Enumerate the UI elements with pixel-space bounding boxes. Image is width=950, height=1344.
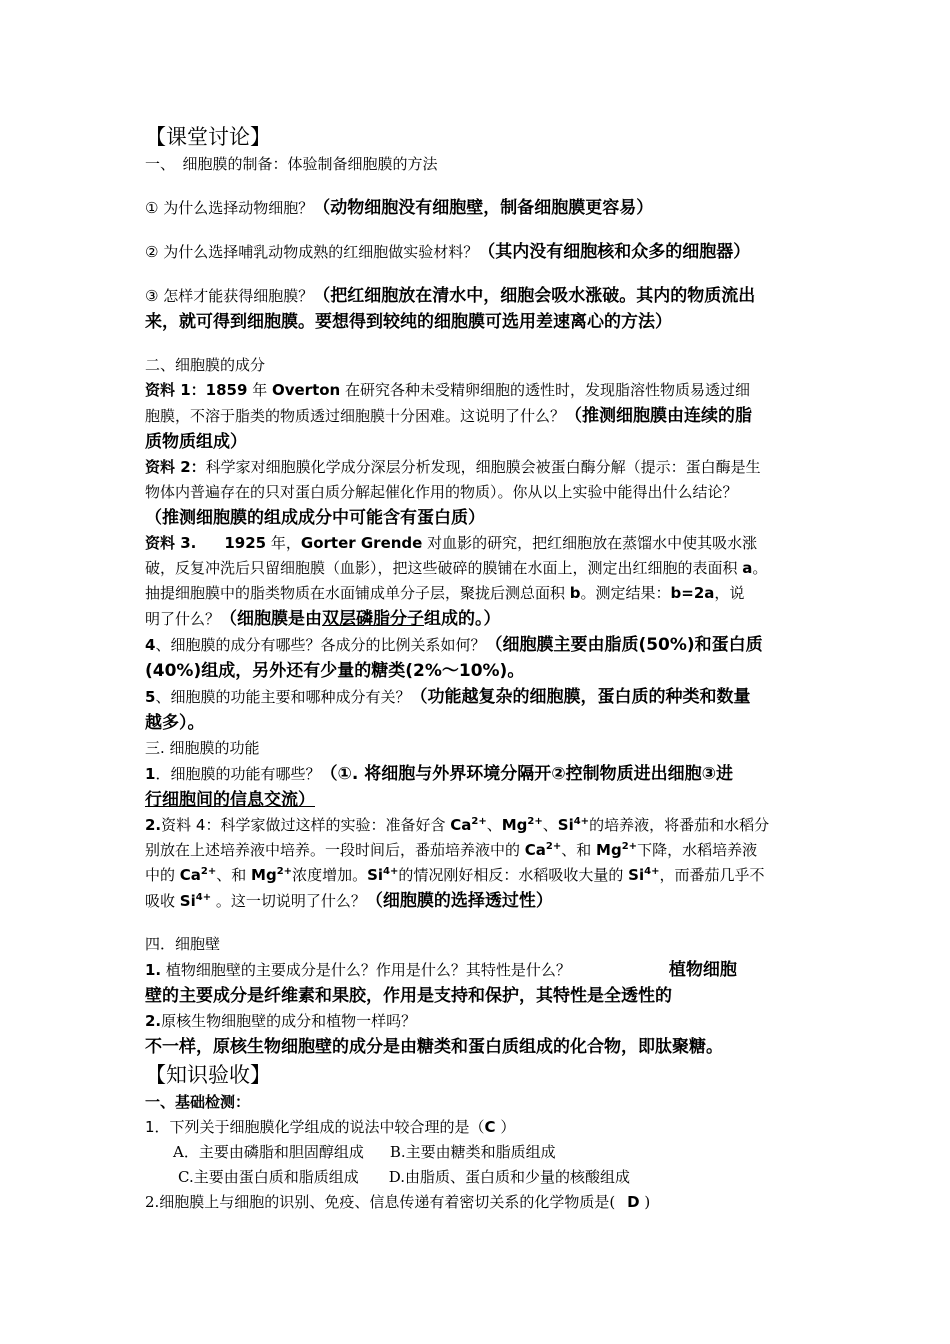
check-options-cd (145, 1165, 815, 1190)
option-b: B.主要由糖类和脂质组成 (389, 1143, 556, 1161)
section-heading-check: 【知识验收】 (145, 1063, 271, 1087)
material-3-answer: （细胞膜是由双层磷脂分子组成的。） (220, 609, 501, 629)
function-answer-2: （细胞膜的选择透过性） (365, 891, 553, 911)
material-1-answer: （推测细胞膜由连续的脂 (565, 406, 753, 426)
material-3: 资料 3. 1925 年，Gorter Grende 对血影的研究，把红细胞放在蒸馏水中使其吸水涨 (145, 534, 758, 552)
wall-answer-1: 植物细胞 (668, 960, 737, 980)
wall-answer-1-cont: 壁的主要成分是纤维素和果胶，作用是支持和保护，其特性是全透性的 (145, 986, 672, 1006)
wall-question-2: 2.原核生物细胞壁的成分和植物一样吗？ (145, 1012, 417, 1030)
question-3: ③ 怎样才能获得细胞膜？（把红细胞放在清水中，细胞会吸水涨破。其内的物质流出 (145, 286, 756, 306)
answer-3-cont: 来，就可得到细胞膜。要想得到较纯的细胞膜可选用差速离心的方法） (145, 312, 672, 332)
material-3-line3: 抽提细胞膜中的脂类物质在水面铺成单分子层，聚拢后测总面积 b。测定结果：b=2a，说 (145, 584, 745, 602)
check-answer-1: C (484, 1118, 496, 1136)
function-answer-1: （①. 将细胞与外界环境分隔开②控制物质进出细胞③进 (320, 764, 734, 784)
answer-5-cont: 越多）。 (145, 713, 205, 733)
answer-3: （把红细胞放在清水中，细胞会吸水涨破。其内的物质流出 (313, 286, 756, 306)
question-2: ② 为什么选择哺乳动物成熟的红细胞做实验材料？（其内没有细胞核和众多的细胞器） (145, 242, 751, 262)
check-answer-2: D (627, 1193, 640, 1211)
material-1-answer-cont: 质物质组成） (145, 432, 247, 452)
question-5: 5、细胞膜的功能主要和哪种成分有关？（功能越复杂的细胞膜，蛋白质的种类和数量 (145, 687, 751, 707)
check-options-ab (145, 1140, 815, 1165)
material-2: 资料 2：科学家对细胞膜化学成分深层分析发现，细胞膜会被蛋白酶分解（提示：蛋白酶是生 (145, 458, 761, 476)
answer-5: （功能越复杂的细胞膜，蛋白质的种类和数量 (410, 687, 751, 707)
answer-1: （动物细胞没有细胞壁，制备细胞膜更容易） (313, 198, 654, 218)
option-c: C.主要由蛋白质和脂质组成 (178, 1168, 359, 1186)
wall-answer-2: 不一样，原核生物细胞壁的成分是由糖类和蛋白质组成的化合物，即肽聚糖。 (145, 1037, 723, 1057)
answer-4-cont: (40%)组成，另外还有少量的糖类(2%～10%)。 (145, 661, 525, 681)
part3-heading: 三. 细胞膜的功能 (145, 739, 260, 757)
question-4: 4、细胞膜的成分有哪些？各成分的比例关系如何？（细胞膜主要由脂质(50%)和蛋白质 (145, 635, 763, 655)
part4-heading: 四．细胞壁 (145, 935, 221, 953)
material-3-line2: 破，反复冲洗后只留细胞膜（血影），把这些破碎的膜铺在水面上，测定出红细胞的表面积 a。 (145, 559, 768, 577)
part1-heading: 一、 细胞膜的制备：体验制备细胞膜的方法 (145, 155, 438, 173)
wall-question-1: 1. 植物细胞壁的主要成分是什么？作用是什么？其特性是什么？ 植物细胞 (145, 960, 737, 980)
document-content (145, 122, 815, 1215)
check-subheading: 一、基础检测： (145, 1093, 251, 1111)
function-question-2: 2.资料 4：科学家做过这样的实验：准备好含 $Ca^{2+}$、$Mg^{2+}$、$Si^{4+}$的培养液，将番茄和水稻分 (145, 816, 770, 834)
question-1: ① 为什么选择动物细胞？（动物细胞没有细胞壁，制备细胞膜更容易） (145, 198, 654, 218)
check-question-1: 1．下列关于细胞膜化学组成的说法中较合理的是（C ） (145, 1118, 516, 1136)
answer-4: （细胞膜主要由脂质(50%)和蛋白质 (485, 635, 763, 655)
material-3-line4: 明了什么？（细胞膜是由双层磷脂分子组成的。） (145, 609, 501, 629)
section-heading-discussion: 【课堂讨论】 (145, 125, 271, 149)
option-a: A．主要由磷脂和胆固醇组成 (173, 1143, 364, 1161)
material-1-line2: 胞膜，不溶于脂类的物质透过细胞膜十分困难。这说明了什么？（推测细胞膜由连续的脂 (145, 406, 753, 426)
material-2-answer: （推测细胞膜的组成成分中可能含有蛋白质） (145, 508, 485, 528)
function-question-1: 1．细胞膜的功能有哪些？（①. 将细胞与外界环境分隔开②控制物质进出细胞③进 (145, 764, 734, 784)
function-question-2-line4: 吸收 $Si^{4+}$ 。这一切说明了什么？（细胞膜的选择透过性） (145, 891, 553, 911)
answer-2: （其内没有细胞核和众多的细胞器） (478, 242, 751, 262)
material-2-line2: 物体内普遍存在的只对蛋白质分解起催化作用的物质）。你从以上实验中能得出什么结论？ (145, 483, 738, 501)
option-d: D.由脂质、蛋白质和少量的核酸组成 (388, 1168, 630, 1186)
function-question-2-line3: 中的 $Ca^{2+}$、和 $Mg^{2+}$浓度增加。$Si^{4+}$的情况刚好相反：水稻吸收大量的 $Si^{4+}$，而番茄几乎不 (145, 866, 765, 884)
material-1: 资料 1：1859 年 Overton 在研究各种未受精卵细胞的透性时，发现脂溶性物质易透过细 (145, 381, 751, 399)
part2-heading: 二、细胞膜的成分 (145, 356, 266, 374)
check-question-2: 2.细胞膜上与细胞的识别、免疫、信息传递有着密切关系的化学物质是( D ) (145, 1193, 651, 1211)
function-answer-1-cont: 行细胞间的信息交流） (145, 790, 315, 810)
function-question-2-line2: 别放在上述培养液中培养。一段时间后，番茄培养液中的 $Ca^{2+}$、和 $Mg^{2+}$下降，水稻培养液 (145, 841, 758, 859)
